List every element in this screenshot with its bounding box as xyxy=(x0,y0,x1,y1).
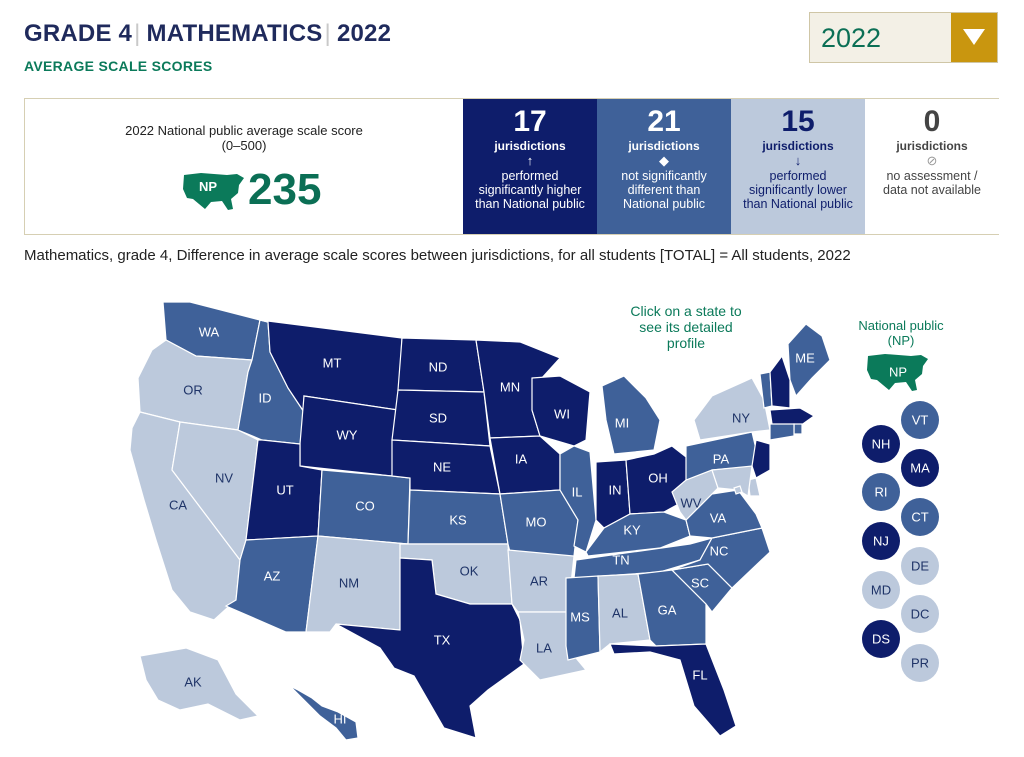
bubble-label: RI xyxy=(874,484,888,500)
bubble-label: PR xyxy=(910,655,930,671)
summary-count: 0 xyxy=(923,105,941,138)
state-nm[interactable] xyxy=(306,536,408,632)
state-wy[interactable] xyxy=(300,396,398,476)
state-ms[interactable] xyxy=(566,576,600,660)
state-label-nd: ND xyxy=(428,359,448,375)
bubble-circle xyxy=(901,595,939,633)
state-label-ak: AK xyxy=(184,674,202,690)
summary-box-lower[interactable] xyxy=(731,99,865,234)
state-label-nm: NM xyxy=(338,575,360,591)
state-label-sc: SC xyxy=(690,575,710,591)
us-map-np-icon xyxy=(181,171,247,213)
jurisdiction-bubble-pr[interactable] xyxy=(901,644,939,682)
summary-unit: jurisdictions xyxy=(628,139,700,153)
state-label-pa: PA xyxy=(712,451,730,467)
bubble-label: DE xyxy=(910,558,930,574)
state-label-ar: AR xyxy=(529,573,549,589)
national-score-value: 235 xyxy=(248,165,322,214)
state-label-nv: NV xyxy=(214,470,234,486)
state-ny[interactable] xyxy=(694,378,770,440)
state-label-va: VA xyxy=(709,510,727,526)
bubble-label: MA xyxy=(910,460,930,476)
bubble-circle xyxy=(901,498,939,536)
jurisdiction-bubble-ds[interactable] xyxy=(862,620,900,658)
summary-count: 21 xyxy=(647,105,681,138)
national-public-panel xyxy=(25,99,463,234)
state-label-mn: MN xyxy=(499,379,521,395)
bubble-label: VT xyxy=(911,412,929,428)
jurisdiction-bubble-ct[interactable] xyxy=(901,498,939,536)
state-label-hi: HI xyxy=(333,711,347,727)
state-label-al: AL xyxy=(612,605,628,621)
jurisdiction-bubble-ma[interactable] xyxy=(901,449,939,487)
caret-down-icon xyxy=(962,28,986,46)
title-separator: | xyxy=(324,20,331,47)
state-fl[interactable] xyxy=(610,644,736,736)
state-label-or: OR xyxy=(183,382,203,398)
state-ri[interactable] xyxy=(794,424,802,434)
state-label-oh: OH xyxy=(648,470,668,486)
year-dropdown-value: 2022 xyxy=(821,23,882,53)
year-dropdown-toggle[interactable] xyxy=(951,13,997,62)
summary-description: no assessment / data not available xyxy=(883,169,981,197)
bubble-circle xyxy=(862,571,900,609)
state-label-mo: MO xyxy=(525,514,547,530)
state-label-in: IN xyxy=(608,482,622,498)
state-ia[interactable] xyxy=(490,436,560,494)
bubble-label: CT xyxy=(911,509,929,525)
state-label-me: ME xyxy=(795,350,815,366)
state-label-fl: FL xyxy=(692,667,708,683)
jurisdiction-bubble-dc[interactable] xyxy=(901,595,939,633)
bubble-label: MD xyxy=(870,582,892,598)
state-ks[interactable] xyxy=(408,490,508,544)
bubble-label: NH xyxy=(871,436,891,452)
state-ma[interactable] xyxy=(770,408,814,426)
summary-description: performed significantly higher than National public xyxy=(475,169,585,211)
state-label-id: ID xyxy=(258,390,272,406)
jurisdiction-bubble-nj[interactable] xyxy=(862,522,900,560)
arrow-up-icon: ↑ xyxy=(526,153,534,168)
summary-unit: jurisdictions xyxy=(896,139,968,153)
state-nd[interactable] xyxy=(398,338,484,392)
page-title xyxy=(24,20,391,48)
state-ak[interactable] xyxy=(140,648,258,720)
state-label-ok: OK xyxy=(459,563,479,579)
summary-box-same[interactable] xyxy=(597,99,731,234)
state-label-ut: UT xyxy=(276,482,294,498)
summary-unit: jurisdictions xyxy=(762,139,834,153)
national-public-map-button[interactable] xyxy=(865,352,931,394)
state-nj[interactable] xyxy=(752,440,770,478)
state-label-az: AZ xyxy=(263,568,281,584)
grade-label: GRADE 4 xyxy=(24,20,133,47)
state-sd[interactable] xyxy=(392,390,490,446)
jurisdiction-bubble-md[interactable] xyxy=(862,571,900,609)
state-label-ca: CA xyxy=(168,497,188,513)
state-label-tx: TX xyxy=(433,632,451,648)
bubble-circle xyxy=(862,425,900,463)
state-label-ga: GA xyxy=(657,602,677,618)
jurisdiction-bubble-de[interactable] xyxy=(901,547,939,585)
state-nh[interactable] xyxy=(770,356,790,408)
state-label-sd: SD xyxy=(428,410,448,426)
state-label-wv: WV xyxy=(680,495,702,511)
state-label-ia: IA xyxy=(514,451,528,467)
state-label-mi: MI xyxy=(614,415,630,431)
state-label-wa: WA xyxy=(198,324,220,340)
state-label-tn: TN xyxy=(612,552,630,568)
map-hint: Click on a state to see its detailed profile xyxy=(630,303,742,351)
summary-unit: jurisdictions xyxy=(494,139,566,153)
state-label-il: IL xyxy=(571,484,583,500)
subject-label: MATHEMATICS xyxy=(146,20,323,47)
summary-description: performed significantly lower than National public xyxy=(743,169,853,211)
national-public-legend-label: National public (NP) xyxy=(858,318,944,348)
map-caption: Mathematics, grade 4, Difference in average scale scores between jurisdictions, for all students [TOTAL] = All students, 2022 xyxy=(24,247,851,264)
state-label-wi: WI xyxy=(554,406,570,422)
bubble-circle xyxy=(901,644,939,682)
title-separator: | xyxy=(134,20,141,47)
summary-description: not significantly different than National public xyxy=(621,169,707,211)
bubble-circle xyxy=(862,620,900,658)
diamond-icon: ◆ xyxy=(659,153,669,168)
bubble-circle xyxy=(901,449,939,487)
state-wi[interactable] xyxy=(532,376,590,446)
state-label-nc: NC xyxy=(709,543,729,559)
state-label-co: CO xyxy=(355,498,375,514)
bubble-label: DC xyxy=(910,606,930,622)
jurisdiction-bubble-vt[interactable] xyxy=(901,401,939,439)
state-label-ny: NY xyxy=(731,410,751,426)
state-label-mt: MT xyxy=(322,355,342,371)
state-label-wy: WY xyxy=(336,427,358,443)
state-co[interactable] xyxy=(318,470,410,544)
jurisdiction-bubble-nh[interactable] xyxy=(862,425,900,463)
state-label-la: LA xyxy=(536,640,552,656)
summary-box-higher[interactable] xyxy=(463,99,597,234)
state-label-ms: MS xyxy=(570,609,590,625)
year-dropdown[interactable] xyxy=(809,12,998,63)
np-badge-text: NP xyxy=(198,179,218,194)
page-subtitle: AVERAGE SCALE SCORES xyxy=(24,58,213,74)
state-label-ky: KY xyxy=(623,522,641,538)
np-legend-badge: NP xyxy=(888,364,908,380)
year-label: 2022 xyxy=(336,20,392,47)
summary-panel xyxy=(24,98,999,235)
bubble-circle xyxy=(862,522,900,560)
national-score-label: 2022 National public average scale score (0–500) xyxy=(125,123,363,153)
not-available-icon: ⊘ xyxy=(926,153,938,168)
summary-box-no-data[interactable] xyxy=(865,99,999,234)
state-ct[interactable] xyxy=(770,424,794,440)
state-mi[interactable] xyxy=(602,376,660,454)
bubble-circle xyxy=(862,473,900,511)
bubble-circle xyxy=(901,547,939,585)
state-me[interactable] xyxy=(788,324,830,396)
summary-count: 15 xyxy=(781,105,815,138)
bubble-label: DS xyxy=(871,631,891,647)
arrow-down-icon: ↓ xyxy=(794,153,802,168)
state-label-ne: NE xyxy=(432,459,452,475)
state-label-ks: KS xyxy=(449,512,467,528)
bubble-label: NJ xyxy=(873,533,889,549)
state-hi[interactable] xyxy=(290,686,358,740)
state-dc[interactable] xyxy=(734,486,742,494)
jurisdiction-bubble-ri[interactable] xyxy=(862,473,900,511)
summary-count: 17 xyxy=(513,105,547,138)
bubble-circle xyxy=(901,401,939,439)
state-ar[interactable] xyxy=(508,550,574,612)
